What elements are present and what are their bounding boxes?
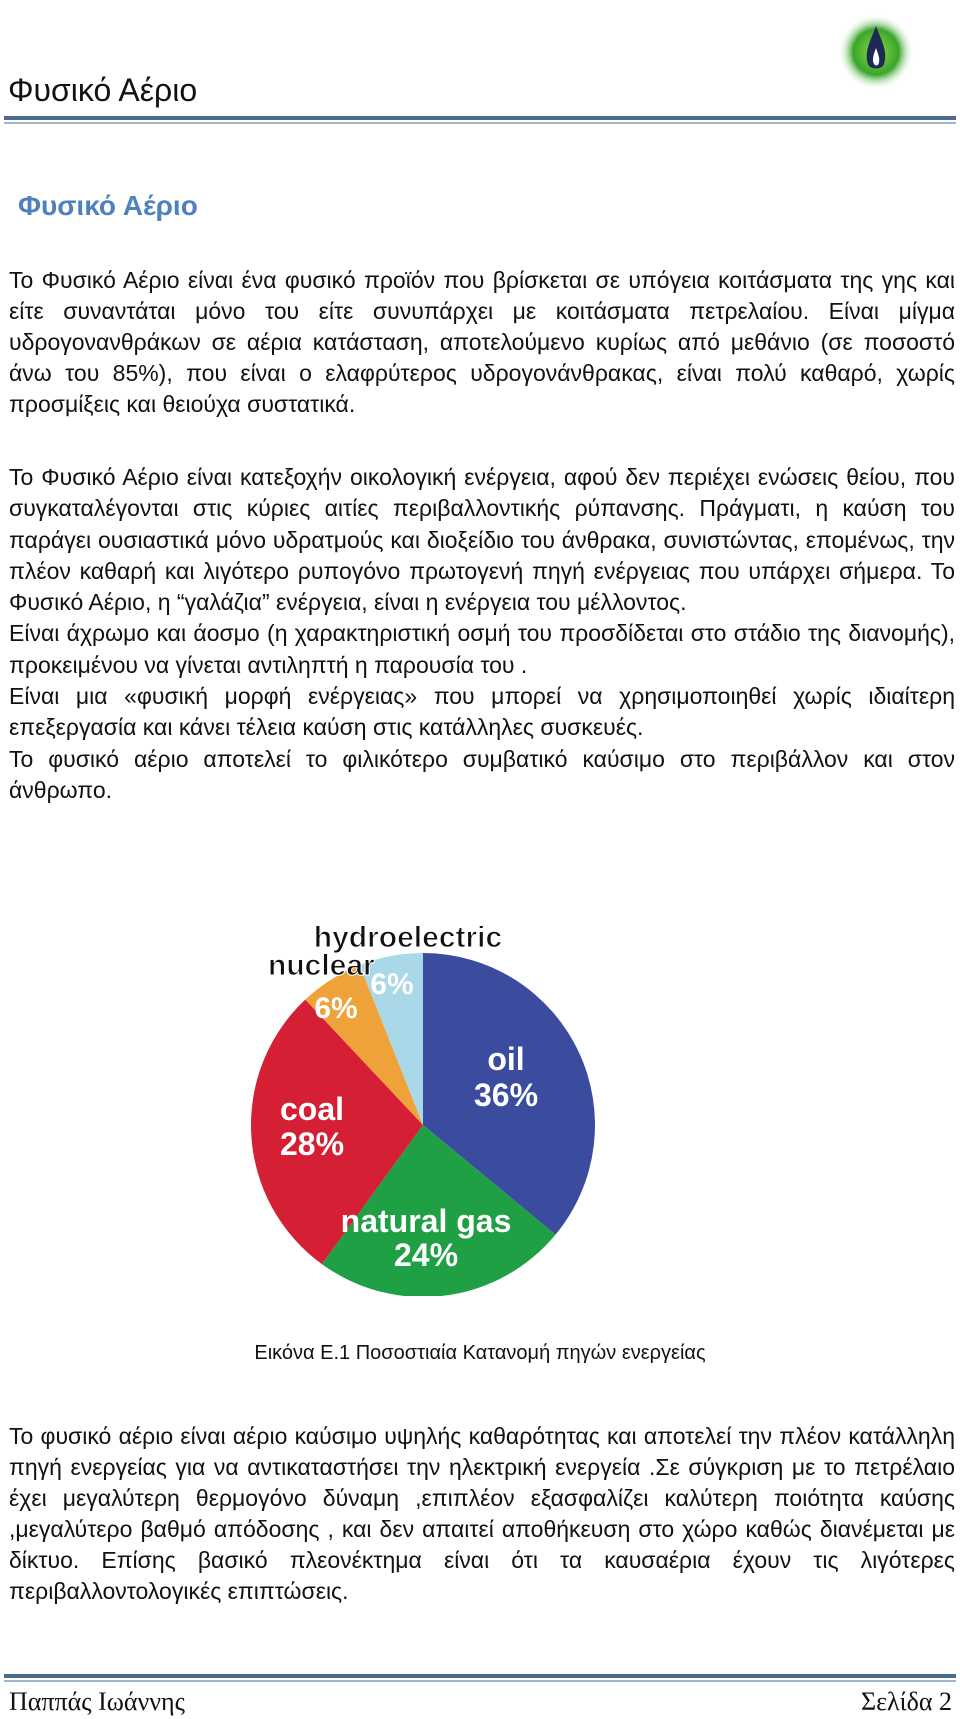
natural-form-paragraph: Είναι μια «φυσική μορφή ενέργειας» που μπορεί να χρησιμοποιηθεί χωρίς ιδιαίτερη επεξεργασία και κάνει τέλεια καύση στις κατάλληλες συσκευές. [9,683,955,741]
ecology-paragraph: Το Φυσικό Αέριο είναι κατεξοχήν οικολογική ενέργεια, αφού δεν περιέχει ενώσεις θείου, που συγκαταλέγονται στις κύριες αιτίες περιβαλλοντικής ρύπανσης. Πράγματι, η καύση του παράγει ουσιαστικά μόνο υδρατμούς και διοξείδιο του άνθρακα, συνιστώντας, επομένως, την πλέον καθαρή και λιγότερο ρυπογόνο πρωτογενή πηγή ενέργειας που υπάρχει σήμερα. Το Φυσικό Αέριο, η “γαλάζια” ενέργεια, είναι η ενέργεια του μέλλοντος. [9,464,955,616]
slice-value-label-coal: 28% [279,1126,345,1162]
footer-rule-thin [4,1680,956,1682]
ecology-paragraph-group [9,462,955,806]
slice-value-label-nuclear: 6% [314,992,358,1025]
slice-value-label-natural-gas: 24% [393,1237,459,1273]
intro-paragraph: Το Φυσικό Αέριο είναι ένα φυσικό προϊόν που βρίσκεται σε υπόγεια κοιτάσματα της γης και είτε συναντάται μόνο του είτε συνυπάρχει με κοιτάσματα πετρελαίου. Είναι μίγμα υδρογονανθράκων σε αέρια κατάσταση, αποτελούμενο κυρίως από μεθάνιο (σε ποσοστό άνω του 85%), που είναι ο ελαφρύτερος υδρογονάνθρακας, είναι πολύ καθαρό, χωρίς προσμίξεις και θειούχα συστατικά. [9,267,955,417]
slice-name-label-nuclear: nuclear [268,949,375,982]
header-rule-thin [4,122,956,124]
slice-name-label-natural-gas: natural gas [340,1203,512,1239]
friendly-fuel-paragraph: Το φυσικό αέριο αποτελεί το φιλικότερο συμβατικό καύσιμο στο περιβάλλον και στον άνθρωπο. [9,745,955,803]
flame-drop-logo-icon [836,12,916,92]
footer-author: Παππάς Ιωάννης [9,1687,185,1716]
slice-name-label-coal: coal [279,1091,345,1127]
odor-paragraph: Είναι άχρωμο και άοσμο (η χαρακτηριστική οσμή του προσδίδεται στο στάδιο της διανομής), προκειμένου να γίνεται αντιληπτή η παρουσία του . [9,620,955,678]
slice-value-label-oil: 36% [473,1077,539,1113]
slice-name-label-hydroelectric: hydroelectric [313,921,503,954]
energy-sources-pie-chart [236,892,666,1296]
advantages-paragraph: Το φυσικό αέριο είναι αέριο καύσιμο υψηλής καθαρότητας και αποτελεί την πλέον κατάλληλη πηγή ενεργείας για να αντικαταστήσει την ηλεκτρική ενεργεία .Σε σύγκριση με το πετρέλαιο έχει μεγαλύτερη θερμογόνο δύναμη ,επιπλέον εξασφαλίζει καλύτερη ποιότητα καύσης ,μεγαλύτερο βαθμό απόδοσης , και δεν απαιτεί αποθήκευση στο χώρο καθώς διανέμεται με δίκτυο. Επίσης βασικό πλεονέκτημα είναι ότι τα καυσαέρια έχουν τις λιγότερες περιβαλλοντολογικές επιπτώσεις. [9,1423,955,1604]
figure-caption: Εικόνα Ε.1 Ποσοστιαία Κατανομή πηγών ενεργείας [254,1342,706,1364]
header-rule [4,116,956,120]
header-title: Φυσικό Αέριο [8,72,198,108]
slice-value-label-hydroelectric: 6% [370,968,414,1001]
slice-name-label-oil: oil [487,1041,525,1077]
footer-page-number: Σελίδα 2 [860,1687,952,1716]
section-heading: Φυσικό Αέριο [18,190,198,221]
footer-rule [4,1674,956,1678]
